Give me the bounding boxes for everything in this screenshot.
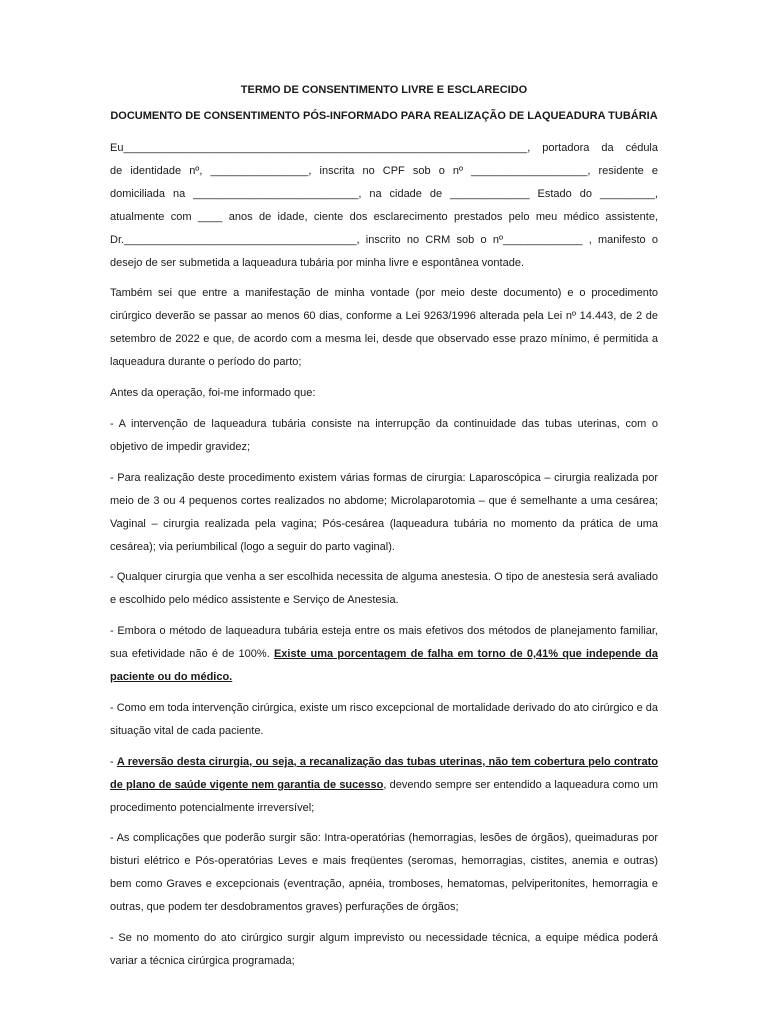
- item-technique-change: - Se no momento do ato cirúrgico surgir algum imprevisto ou necessidade técnica, a equipe médica poderá variar a técnica cirúrgica programada;: [110, 932, 658, 967]
- document-title: TERMO DE CONSENTIMENTO LIVRE E ESCLARECIDO: [240, 84, 528, 96]
- item-surgery-types: - Para realização deste procedimento existem várias formas de cirurgia: Laparoscópica – cirurgia realizada por meio de 3 ou 4 pequenos cortes realizados no abdome; Microlaparotomia – que é semelhante a uma cesárea; Vaginal – cirurgia realizada pela vagina; Pós-cesárea (laqueadura tubária no momento da prática de uma cesárea); via periumbilical (logo a seguir do parto vaginal).: [110, 471, 658, 553]
- declaration-line: domiciliada na ___________________________, na cidade de _____________ Estado do _________,: [110, 187, 658, 200]
- item-procedure-definition: - A intervenção de laqueadura tubária consiste na interrupção da continuidade das tubas uterinas, com o objetivo de impedir gravidez;: [110, 417, 658, 453]
- declaration-line: de identidade nº, ________________, inscrita no CPF sob o nº ___________________, residente e: [110, 164, 658, 177]
- reversal-emphasis: A reversão desta cirurgia, ou seja, a recanalização das tubas uterinas, não tem cobertura pelo contrato de plano de saúde vigente nem garantia de sucesso: [110, 755, 658, 791]
- law-paragraph: Também sei que entre a manifestação de minha vontade (por meio deste documento) e o procedimento cirúrgico deverão se passar ao menos 60 dias, conforme a Lei 9263/1996 alterada pela Lei nº 14.443, de 2 de setembro de 2022 e que, de acordo com a mesma lei, desde que observado esse prazo mínimo, é permitida a laqueadura durante o período do parto;: [110, 287, 658, 369]
- declaration-line: desejo de ser submetida a laqueadura tubária por minha livre e espontânea vontade.: [110, 256, 524, 269]
- item-effectiveness-text: - Embora o método de laqueadura tubária esteja entre os mais efetivos dos métodos de planejamento familiar, sua efetividade não é de 100%.: [110, 625, 658, 661]
- informed-intro: Antes da operação, foi-me informado que:: [110, 387, 316, 400]
- declaration-line: Eu__________________________________________________________________, portadora da cédula: [110, 142, 658, 154]
- declaration-line: Dr.______________________________________, inscrito no CRM sob o nº_____________ , manifesto o: [110, 233, 658, 246]
- document-subtitle: DOCUMENTO DE CONSENTIMENTO PÓS-INFORMADO PARA REALIZAÇÃO DE LAQUEADURA TUBÁRIA: [110, 110, 658, 122]
- item-mortality-risk: - Como em toda intervenção cirúrgica, existe um risco excepcional de mortalidade derivado do ato cirúrgico e da situação vital de cada paciente.: [110, 701, 658, 737]
- item-reversal-text: , devendo sempre ser entendido a laqueadura como um procedimento potencialmente irreversível;: [110, 778, 658, 814]
- declaration-line: atualmente com ____ anos de idade, ciente dos esclarecimento prestados pelo meu médico assistente,: [110, 210, 658, 223]
- declaration-paragraph: [110, 137, 658, 274]
- item-effectiveness: [110, 620, 658, 689]
- item-reversal-dash: -: [110, 755, 114, 768]
- consent-form: [110, 83, 658, 981]
- item-reversal: [110, 751, 658, 820]
- item-anesthesia: - Qualquer cirurgia que venha a ser escolhida necessita de alguma anestesia. O tipo de anestesia será avaliado e escolhido pelo médico assistente e Serviço de Anestesia.: [110, 571, 658, 607]
- failure-rate-emphasis: Existe uma porcentagem de falha em torno de 0,41% que independe da paciente ou do médico.: [110, 648, 659, 684]
- item-complications: - As complicações que poderão surgir são: Intra-operatórias (hemorragias, lesões de órgãos), queimaduras por bisturi elétrico e Pós-operatórias Leves e mais freqüentes (seromas, hemorragias, cistites, anemia e outras) bem como Graves e excepcionais (eventração, apnéia, tromboses, hematomas, pelviperitonites, hemorragia e outras, que podem ter desdobramentos graves) perfurações de órgãos;: [110, 832, 658, 914]
